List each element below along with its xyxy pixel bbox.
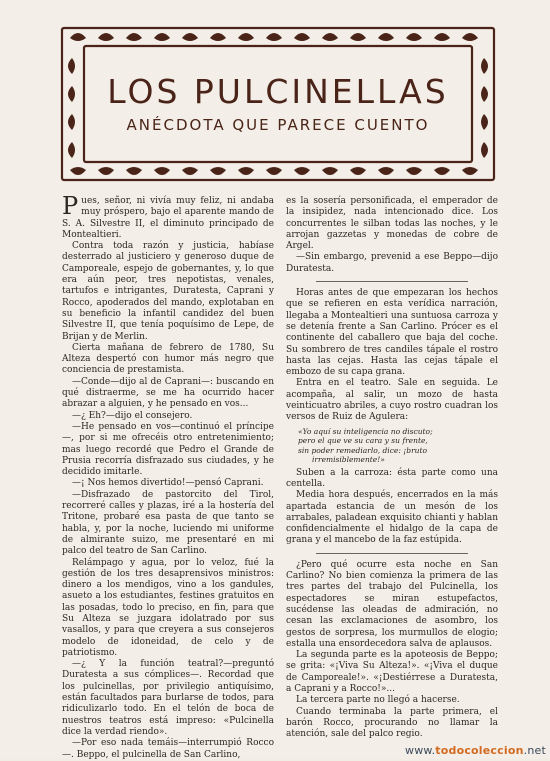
paragraph: Relámpago y agua, por lo veloz, fué la gestión de los tres desaprensivos ministros: dinero a los mendigos, vino a los gandules, asueto a los estudiantes, festines gratuitos en las posadas, todo lo preciso, en fin, para que Su Alteza se juzgara idolatrado por sus vasallos, y para que creyera a sus consejeros modelo de idoneidad, de celo y de patriotismo. bbox=[62, 557, 274, 658]
verse-line: sin poder remediarlo, dice: ¡bruto bbox=[298, 445, 428, 455]
paragraph: Cuando terminaba la parte primera, el barón Rocco, procurando no llamar la atención, sale del palco regio. bbox=[286, 706, 498, 740]
paragraph: ¿Pero qué ocurre esta noche en San Carlino? No bien comienza la primera de las tres partes del trabajo del Pulcinella, los espectadores se miran estupefactos, sucédense las oleadas de admiración, no cesan las exclamaciones de asombro, los gestos de sorpresa, los murmullos de elogio; estalla una ensordecedora salva de aplausos. bbox=[286, 559, 498, 649]
paragraph: Media hora después, encerrados en la más apartada estancia de un mesón de los arrabales, paladean exquisito chianti y hablan confidencialmente el hidalgo de la capa de grana y el mancebo de la faz estúpida. bbox=[286, 490, 498, 546]
paragraph: Cierta mañana de febrero de 1780, Su Alteza despertó con humor más negro que conciencia de prestamista. bbox=[62, 342, 274, 376]
paragraph: Suben a la carroza: ésta parte como una centella. bbox=[286, 467, 498, 489]
paragraph: —¿ Y la función teatral?—preguntó Duratesta a sus cómplices—. Recordad que los pulcinellas, por privilegio antiquísimo, están facultados para burlarse de todos, para ridiculizarlo todo. En el telón de boca de nuestros teatros está impreso: «Pulcinella dice la verdad riendo». bbox=[62, 659, 274, 737]
paragraph: —Conde—dijo al de Caprani—: buscando en qué distraerme, se me ha ocurrido hacer abrazar a alguien, y he pensado en vos... bbox=[62, 376, 274, 410]
article-subtitle: ANÉCDOTA QUE PARECE CUENTO bbox=[126, 116, 430, 134]
paragraph: —Sin embargo, prevenid a ese Beppo—dijo Duratesta. bbox=[286, 252, 498, 274]
verse-line: pero el que ve su cara y su frente, bbox=[298, 436, 428, 446]
paragraph: —He pensado en vos—continuó el príncipe—, por si me ofrecéis otro entretenimiento; mas luego recordé que Pedro el Grande de Prusia recorría disfrazado sus ciudades, y he decidido imitarle. bbox=[62, 421, 274, 478]
paragraph: —Disfrazado de pastorcito del Tirol, recorreré calles y plazas, iré a la hostería del Tritone, probaré esa pasta de que tanto se habla, y, por la noche, luciendo mi uniforme de almirante suizo, me presentaré en mi palco del teatro de San Carlino. bbox=[62, 489, 274, 557]
drop-cap: P bbox=[62, 192, 79, 220]
verse-quote bbox=[298, 427, 498, 465]
site-watermark: www.todocoleccion.net bbox=[405, 744, 546, 757]
paragraph: Horas antes de que empezaran los hechos que se refieren en esta verídica narración, llegaba a Montealtieri una suntuosa carroza y se detenía frente a San Carlino. Prócer es el continente del caballero que baja del coche. Su sombrero de tres candiles tápale el rostro hasta las cejas. Hasta las cejas tápale el embozo de su capa grana. bbox=[286, 288, 498, 378]
paragraph: La segunda parte es la apoteosis de Beppo; se grita: «¡Viva Su Alteza!». «¡Viva el duque de Camporeale!». «¡Destiérrese a Duratesta, a Caprani y a Rocco!»... bbox=[286, 650, 498, 694]
paragraph: —¿ Eh?—dijo el consejero. bbox=[72, 410, 193, 421]
ornamental-header bbox=[58, 24, 498, 184]
section-divider bbox=[316, 553, 468, 554]
verse-line: «Yo aquí su inteligencia no discuto; bbox=[298, 426, 433, 436]
paragraph: Entra en el teatro. Sale en seguida. Le acompaña, al salir, un mozo de hasta veinticuatro abriles, a cuyo rostro cuadran los versos de Ruiz de Agulera: bbox=[286, 378, 498, 423]
section-divider bbox=[316, 281, 468, 282]
paragraph: —Por eso nada temáis—interrumpió Rocco—. Beppo, el pulcinella de San Carlino, bbox=[62, 738, 274, 760]
paragraph: Contra toda razón y justicia, habíase desterrado al justiciero y generoso duque de Camporeale, espejo de gobernantes, y, lo que era aún peor, tres nepotistas, venales, tartufos e intrigantes, Duratesta, Caprani y Rocco, apoderados del mando, explotaban en su beneficio la infantil candidez del buen Silvestre II, que tenía poquísimo de Lepe, de Brijan y de Merlin. bbox=[62, 241, 274, 342]
paragraph: Pues, señor, ni vivía muy feliz, ni andaba muy próspero, bajo el aparente mando de S. A. Silvestre II, el diminuto principado de Montealtieri. bbox=[62, 192, 274, 240]
paragraph: La tercera parte no llegó a hacerse. bbox=[296, 695, 460, 706]
paragraph: es la sosería personificada, el emperador de la insipidez, nada intencionado dice. Los concurrentes le silban todas las noches, y le arrojan gazzetas y monedas de cobre de Argel. bbox=[286, 196, 498, 252]
verse-line: irremisiblemente!» bbox=[312, 455, 385, 465]
left-column bbox=[62, 192, 274, 761]
paragraph: —¡ Nos hemos divertido!—pensó Caprani. bbox=[72, 478, 264, 489]
article-title: LOS PULCINELLAS bbox=[107, 72, 449, 111]
right-column bbox=[286, 196, 498, 740]
